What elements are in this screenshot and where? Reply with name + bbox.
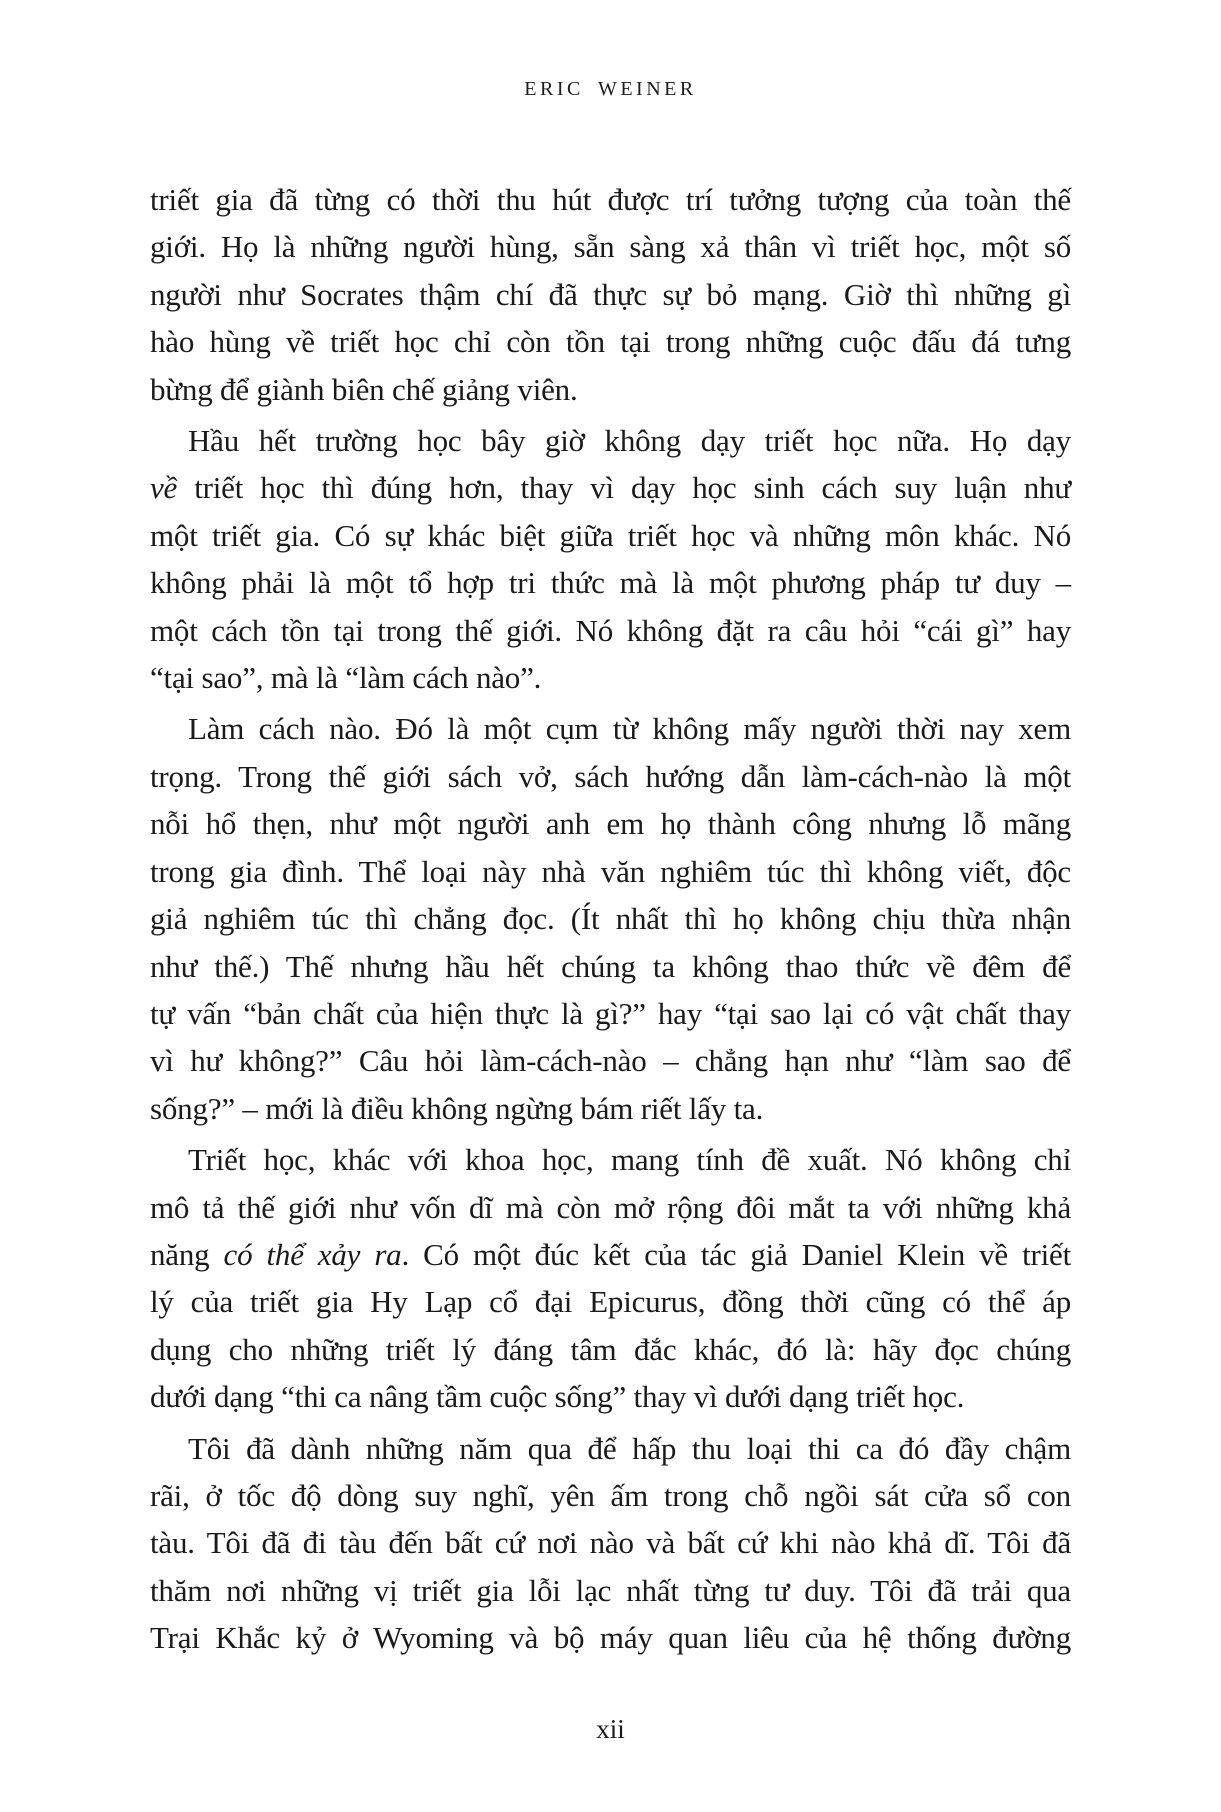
text-segment: một triết gia. Có sự khác biệt giữa triết học và những môn khác. Nó (150, 517, 1071, 553)
text-line (150, 1567, 1071, 1614)
paragraph (150, 705, 1071, 1132)
page-number: xii (596, 1714, 625, 1744)
text-line (150, 1425, 1071, 1472)
paragraph (150, 176, 1071, 413)
text-line (150, 1373, 1071, 1420)
text-line (150, 464, 1071, 511)
text-segment: Hầu hết trường học bây giờ không dạy triết học nữa. Họ dạy (188, 423, 1071, 459)
text-segment: một cách tồn tại trong thế giới. Nó không đặt ra câu hỏi “cái gì” hay (150, 612, 1071, 648)
text-segment: Trại Khắc kỷ ở Wyoming và bộ máy quan liêu của hệ thống đường (150, 1620, 1071, 1656)
text-line (150, 366, 1071, 413)
text-segment: giới. Họ là những người hùng, sẵn sàng xả thân vì triết học, một số (150, 229, 1071, 265)
text-segment: bừng để giành biên chế giảng viên. (150, 371, 578, 407)
text-segment: tự vấn “bản chất của hiện thực là gì?” hay “tại sao lại có vật chất thay (150, 995, 1071, 1031)
text-segment: mô tả thế giới như vốn dĩ mà còn mở rộng đôi mắt ta với những khả (150, 1189, 1071, 1225)
text-segment: dụng cho những triết lý đáng tâm đắc khác, đó là: hãy đọc chúng (150, 1331, 1071, 1367)
text-line (150, 512, 1071, 559)
text-segment: triết gia đã từng có thời thu hút được trí tưởng tượng của toàn thế (150, 182, 1071, 217)
text-segment: giả nghiêm túc thì chẳng đọc. (Ít nhất thì họ không chịu thừa nhận (150, 901, 1071, 937)
paragraph (150, 417, 1071, 701)
text-line (150, 417, 1071, 464)
text-segment: lý của triết gia Hy Lạp cổ đại Epicurus, đồng thời cũng có thể áp (150, 1284, 1071, 1320)
text-segment: năng (150, 1236, 224, 1272)
text-line (150, 176, 1071, 223)
text-segment: triết học thì đúng hơn, thay vì dạy học sinh cách suy luận như (194, 470, 1071, 506)
text-line (150, 895, 1071, 942)
running-header: ERIC WEINER (524, 78, 697, 100)
text-line (150, 318, 1071, 365)
text-line (150, 753, 1071, 800)
italic-text-segment: có thể xảy ra (223, 1236, 402, 1272)
text-line (150, 223, 1071, 270)
text-line (150, 1326, 1071, 1373)
text-line (150, 1614, 1071, 1661)
text-segment: người như Socrates thậm chí đã thực sự bỏ mạng. Giờ thì những gì (150, 276, 1071, 312)
text-line (150, 943, 1071, 990)
text-segment: sống?” – mới là điều không ngừng bám riết lấy ta. (150, 1090, 764, 1126)
body-text (150, 176, 1071, 1662)
text-segment: rãi, ở tốc độ dòng suy nghĩ, yên ấm trong chỗ ngồi sát cửa sổ con (150, 1477, 1071, 1513)
text-segment: vì hư không?” Câu hỏi làm-cách-nào – chẳng hạn như “làm sao để (150, 1043, 1071, 1079)
text-line (150, 705, 1071, 752)
text-segment: nỗi hổ thẹn, như một người anh em họ thành công nhưng lỗ mãng (150, 806, 1071, 842)
text-line (150, 1037, 1071, 1084)
text-segment: Làm cách nào. Đó là một cụm từ không mấy người thời nay xem (188, 711, 1071, 747)
text-segment: “tại sao”, mà là “làm cách nào”. (150, 660, 542, 696)
paragraph (150, 1425, 1071, 1662)
text-line (150, 1184, 1071, 1231)
text-line (150, 1085, 1071, 1132)
text-line (150, 1278, 1071, 1325)
paragraph (150, 1136, 1071, 1420)
text-line (150, 800, 1071, 847)
text-line (150, 607, 1071, 654)
text-line (150, 654, 1071, 701)
text-segment: Triết học, khác với khoa học, mang tính đề xuất. Nó không chỉ (188, 1142, 1071, 1178)
text-line (150, 848, 1071, 895)
text-line (150, 1136, 1071, 1183)
text-segment: trong gia đình. Thể loại này nhà văn nghiêm túc thì không viết, độc (150, 853, 1071, 889)
text-segment: Tôi đã dành những năm qua để hấp thu loại thi ca đó đầy chậm (188, 1430, 1071, 1466)
text-line (150, 1231, 1071, 1278)
text-segment: trọng. Trong thế giới sách vở, sách hướng dẫn làm-cách-nào là một (150, 758, 1071, 794)
text-segment: . Có một đúc kết của tác giả Daniel Klein về triết (401, 1236, 1071, 1272)
text-line (150, 990, 1071, 1037)
text-line (150, 559, 1071, 606)
text-segment: thăm nơi những vị triết gia lỗi lạc nhất từng tư duy. Tôi đã trải qua (150, 1572, 1071, 1608)
text-line (150, 271, 1071, 318)
italic-text-segment: về (150, 470, 195, 506)
text-segment: tàu. Tôi đã đi tàu đến bất cứ nơi nào và bất cứ khi nào khả dĩ. Tôi đã (150, 1525, 1071, 1561)
text-line (150, 1519, 1071, 1566)
text-segment: như thế.) Thế nhưng hầu hết chúng ta không thao thức về đêm để (150, 948, 1071, 984)
text-segment: dưới dạng “thi ca nâng tầm cuộc sống” thay vì dưới dạng triết học. (150, 1379, 965, 1415)
text-line (150, 1472, 1071, 1519)
text-segment: không phải là một tổ hợp tri thức mà là một phương pháp tư duy – (150, 565, 1071, 601)
text-segment: hào hùng về triết học chỉ còn tồn tại trong những cuộc đấu đá tưng (150, 324, 1071, 360)
